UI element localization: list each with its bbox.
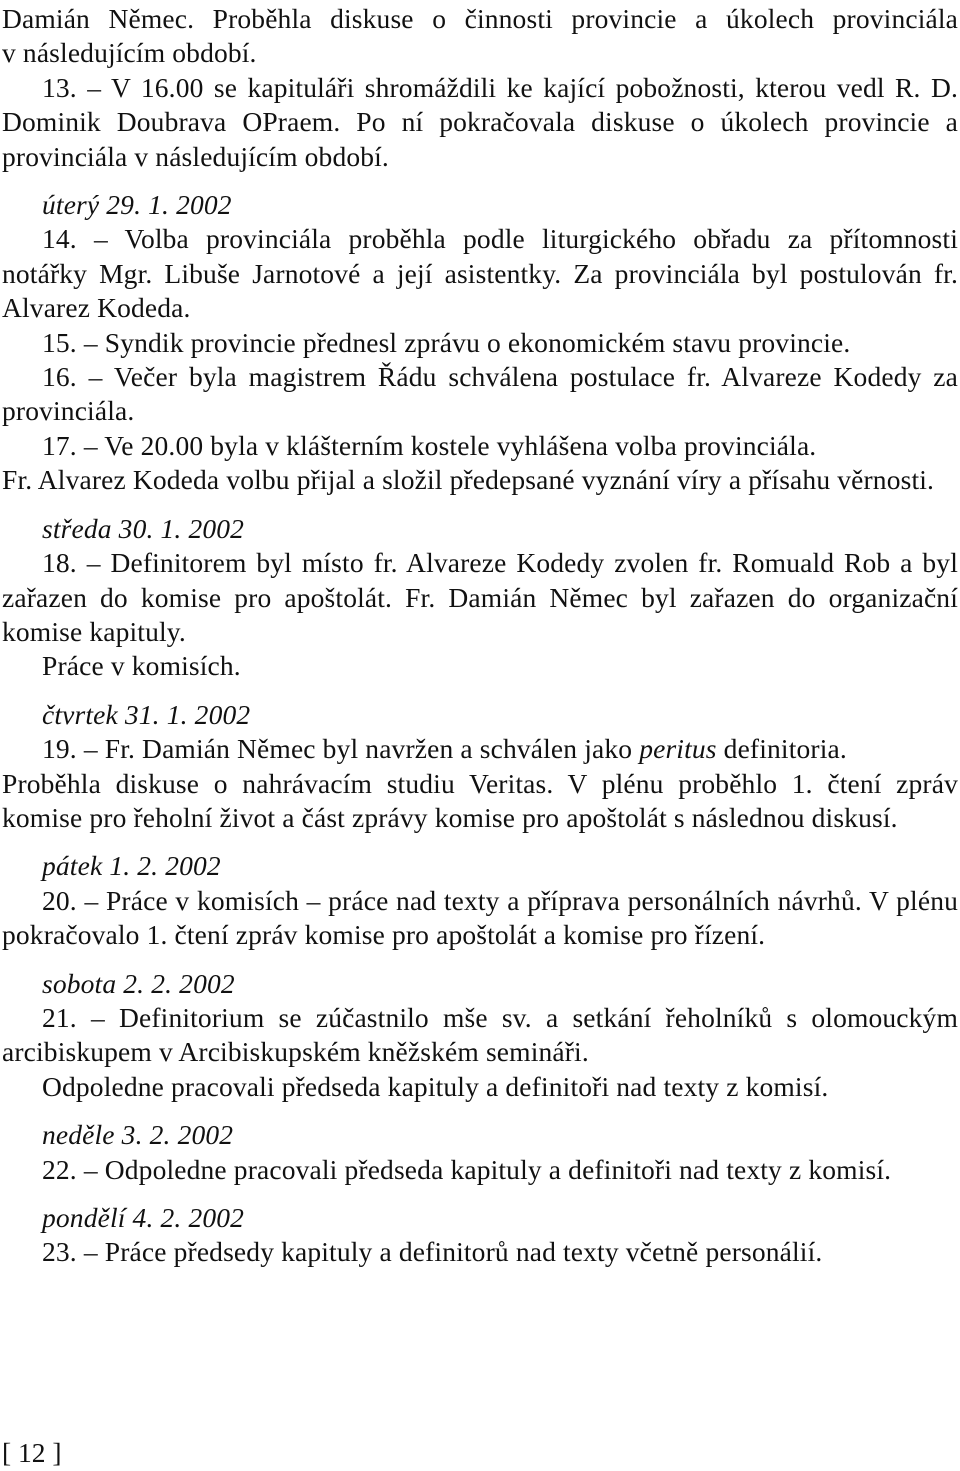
paragraph-17b: Fr. Alvarez Kodeda volbu přijal a složil předepsané vyznání víry a přísahu věrnosti.	[2, 464, 935, 496]
paragraph-21b: Odpoledne pracovali předseda kapituly a definitoři nad texty z komisí.	[42, 1070, 829, 1102]
paragraph-19	[2, 732, 958, 766]
paragraph-18b: Práce v komisích.	[42, 650, 241, 682]
day-heading-1: úterý 29. 1. 2002	[42, 189, 232, 221]
day-heading-2: středa 30. 1. 2002	[42, 512, 245, 544]
paragraph-14: 14. – Volba provinciála proběhla podle liturgického obřadu za přítomnosti notářky Mgr. Libuše Jarnotové a její asistentky. Za provinciála byl postulován fr. Alvarez Kodeda.	[2, 223, 958, 324]
paragraph-21: 21. – Definitorium se zúčastnilo mše sv. a setkání řeholníků s olomouckým arcibiskupem v Arcibiskupském kněžském semináři.	[2, 1001, 958, 1068]
document-body	[2, 2, 958, 1270]
day-heading-3: čtvrtek 31. 1. 2002	[42, 698, 251, 730]
paragraph-19-end: definitoria.	[716, 733, 847, 765]
peritus-term: peritus	[639, 733, 717, 765]
paragraph-13: 13. – V 16.00 se kapituláři shromáždili ke kající pobožnosti, kterou vedl R. D. Dominik Doubrava OPraem. Po ní pokračovala diskuse o úkolech provincie a provinciála v následujícím období.	[2, 71, 958, 172]
intro-line-2: v následujícím období.	[2, 37, 257, 69]
paragraph-15: 15. – Syndik provincie přednesl zprávu o ekonomickém stavu provincie.	[42, 326, 851, 358]
day-heading-5: sobota 2. 2. 2002	[42, 967, 235, 999]
paragraph-22: 22. – Odpoledne pracovali předseda kapituly a definitoři nad texty z komisí.	[42, 1153, 892, 1185]
page-number: [ 12 ]	[2, 1437, 62, 1468]
paragraph-19-start: 19. – Fr. Damián Němec byl navržen a schválen jako	[42, 733, 640, 765]
day-heading-4: pátek 1. 2. 2002	[42, 850, 221, 882]
day-heading-6: neděle 3. 2. 2002	[42, 1119, 234, 1151]
intro-line-1: Damián Němec. Proběhla diskuse o činnosti provincie a úkolech provinciála	[2, 3, 958, 34]
day-heading-7: pondělí 4. 2. 2002	[42, 1202, 245, 1233]
paragraph-17a: 17. – Ve 20.00 byla v klášterním kostele vyhlášena volba provinciála.	[42, 429, 817, 461]
paragraph-19b: Proběhla diskuse o nahrávacím studiu Veritas. V plénu proběhlo 1. čtení zpráv komise pro řeholní život a část zprávy komise pro apoštolát s následnou diskusí.	[2, 767, 958, 833]
paragraph-20: 20. – Práce v komisích – práce nad texty a příprava personálních návrhů. V plénu pokračovalo 1. čtení zpráv komise pro apoštolát a komise pro řízení.	[2, 884, 958, 951]
paragraph-18: 18. – Definitorem byl místo fr. Alvareze Kodedy zvolen fr. Romuald Rob a byl zařazen do komise pro apoštolát. Fr. Damián Němec byl zařazen do organizační komise kapituly.	[2, 547, 958, 647]
paragraph-16: 16. – Večer byla magistrem Řádu schválena postulace fr. Alvareze Kodedy za provinciála.	[2, 361, 958, 427]
paragraph-23: 23. – Práce předsedy kapituly a definitorů nad texty včetně personálií.	[42, 1236, 823, 1268]
